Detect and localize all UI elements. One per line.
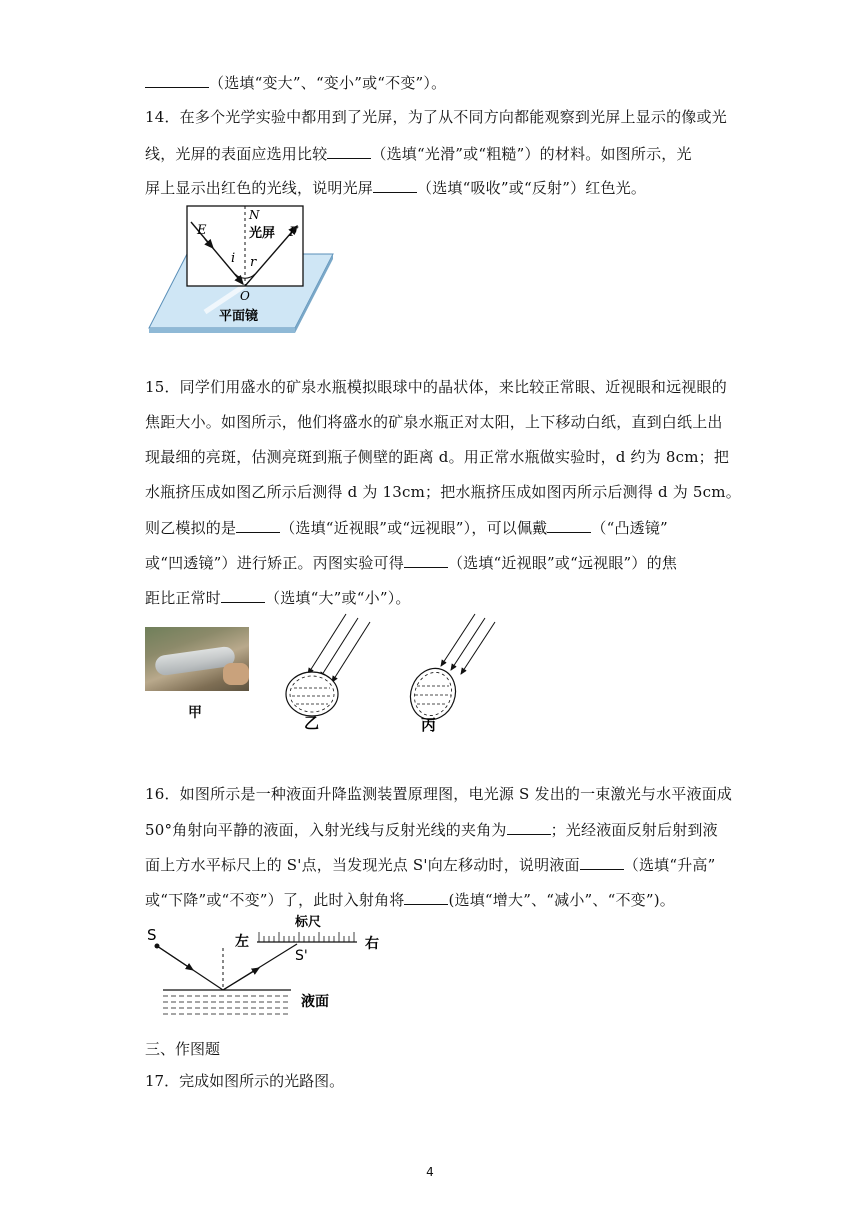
q14-line2: 线，光屏的表面应选用比较 （选填“光滑”或“粗糙”）的材料。如图所示，光 <box>145 145 692 163</box>
q15-line6: 或“凹透镜”）进行矫正。丙图实验可得 （选填“近视眼”或“远视眼”）的焦 <box>145 554 678 572</box>
label-ruler: 标尺 <box>295 915 322 930</box>
label-yi: 乙 <box>304 714 320 732</box>
figure-bing <box>405 610 505 734</box>
figure-yi <box>280 610 380 734</box>
section-heading: 三、作图题 <box>145 1040 221 1058</box>
page-number: 4 <box>426 1165 434 1179</box>
answer-blank[interactable] <box>236 517 280 533</box>
q13-tail: （选填“变大”、“变小”或“不变”）。 <box>145 72 725 93</box>
answer-blank[interactable] <box>507 819 551 835</box>
q16-line1: 16．如图所示是一种液面升降监测装置原理图，电光源 S 发出的一束激光与水平液面成 <box>145 785 733 803</box>
answer-blank[interactable] <box>145 72 209 88</box>
label-i: i <box>231 251 236 266</box>
label-N: N <box>249 208 260 222</box>
label-O: O <box>240 289 250 303</box>
q16-line2: 50°角射向平静的液面，入射光线与反射光线的夹角为 ；光经液面反射后射到液 <box>145 821 718 839</box>
bottle-photo <box>145 627 249 691</box>
q15-line7: 距比正常时 （选填“大”或“小”）。 <box>145 589 411 607</box>
q16-line3: 面上方水平标尺上的 S'点，当发现光点 S'向左移动时，说明液面 （选填“升高” <box>145 856 716 874</box>
answer-blank[interactable] <box>221 587 265 603</box>
q15-line2: 焦距大小。如图所示，他们将盛水的矿泉水瓶正对太阳，上下移动白纸，直到白纸上出 <box>145 413 723 431</box>
answer-blank[interactable] <box>547 517 591 533</box>
liquid-level-figure <box>145 912 395 1024</box>
label-F: F <box>289 225 299 240</box>
label-jia: 甲 <box>188 705 202 721</box>
q15-line1: 15．同学们用盛水的矿泉水瓶模拟眼球中的晶状体，来比较正常眼、近视眼和远视眼的 <box>145 378 727 396</box>
label-bing: 丙 <box>421 716 437 734</box>
label-left: 左 <box>235 934 249 950</box>
answer-blank[interactable] <box>327 143 371 159</box>
label-mirror: 平面镜 <box>219 309 259 324</box>
q16-line4: 或“下降”或“不变”）了，此时入射角将 (选填“增大”、“减小”、“不变”)。 <box>145 891 676 909</box>
q14-line3: 屏上显示出红色的光线，说明光屏 （选填“吸收”或“反射”）红色光。 <box>145 179 647 197</box>
q15-line4: 水瓶挤压成如图乙所示后测得 d 为 13cm；把水瓶挤压成如图丙所示后测得 d 为 5cm。 <box>145 483 741 501</box>
answer-blank[interactable] <box>404 889 448 905</box>
ruler-ticks <box>259 932 354 942</box>
q15-line5: 则乙模拟的是 （选填“近视眼”或“远视眼”），可以佩戴 （“凸透镜” <box>145 519 668 537</box>
answer-blank[interactable] <box>404 552 448 568</box>
answer-blank[interactable] <box>373 177 417 193</box>
label-screen: 光屏 <box>249 226 276 241</box>
answer-blank[interactable] <box>580 854 624 870</box>
q14-line1: 14．在多个光学实验中都用到了光屏，为了从不同方向都能观察到光屏上显示的像或光 <box>145 108 727 126</box>
q15-line3: 现最细的亮斑，估测亮斑到瓶子侧壁的距离 d。用正常水瓶做实验时，d 约为 8cm；把 <box>145 448 730 466</box>
q17-text: 17．完成如图所示的光路图。 <box>145 1072 345 1090</box>
label-r: r <box>250 255 257 270</box>
label-S-prime: S' <box>295 948 308 964</box>
mirror-reflection-figure <box>145 202 337 334</box>
label-E: E <box>197 223 207 238</box>
label-S: S <box>147 926 157 944</box>
label-right: 右 <box>365 936 379 952</box>
label-liquid: 液面 <box>301 994 329 1010</box>
